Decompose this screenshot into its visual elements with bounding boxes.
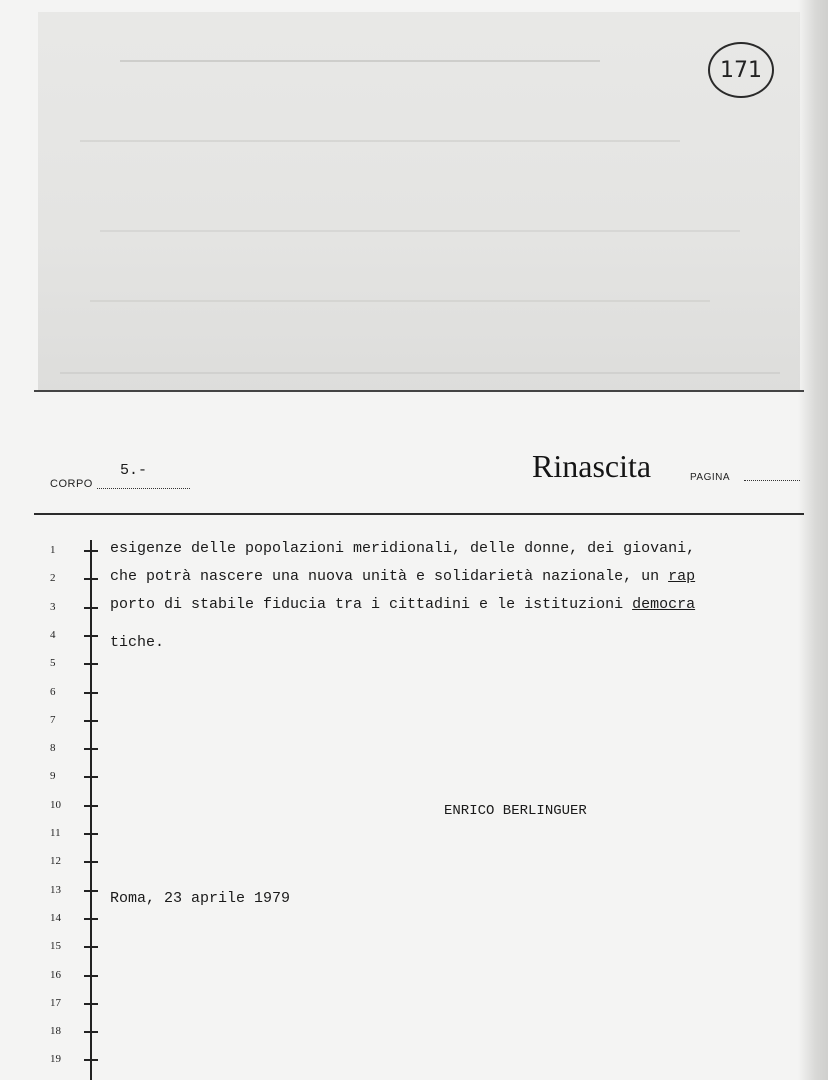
line-number: 9	[50, 770, 102, 782]
pagina-label: PAGINA	[690, 472, 731, 483]
body-line-3: porto di stabile fiducia tra i cittadini e le istituzioni democra	[110, 596, 696, 613]
body-line-2: che potrà nascere una nuova unità e solidarietà nazionale, un rap	[110, 568, 696, 585]
line-number: 7	[50, 714, 102, 726]
line-number: 14	[50, 912, 102, 924]
scan-edge	[798, 0, 828, 1080]
scan-noise	[80, 140, 680, 142]
body-line-4: tiche.	[110, 634, 165, 651]
line-number: 2	[50, 572, 102, 584]
line-number: 6	[50, 686, 102, 698]
line-number: 11	[50, 827, 102, 839]
line-number: 8	[50, 742, 102, 754]
line-number: 16	[50, 969, 102, 981]
faded-previous-text-area	[38, 12, 800, 390]
scan-noise	[100, 230, 740, 232]
header-bottom-rule	[34, 513, 804, 515]
corpo-label: CORPO	[50, 478, 93, 490]
line-number: 15	[50, 940, 102, 952]
scan-noise	[60, 372, 780, 374]
line-number: 3	[50, 601, 102, 613]
line-number: 17	[50, 997, 102, 1009]
corpo-value: 5.-	[120, 462, 148, 479]
publication-title: Rinascita	[532, 448, 652, 484]
line-number: 19	[50, 1053, 102, 1065]
page-number-stamp: 171	[708, 42, 774, 98]
header-top-rule	[34, 390, 804, 392]
date-line: Roma, 23 aprile 1979	[110, 890, 291, 907]
scan-noise	[120, 60, 600, 62]
line-number: 10	[50, 799, 102, 811]
line-number: 4	[50, 629, 102, 641]
signature: ENRICO BERLINGUER	[444, 803, 587, 819]
line-number: 18	[50, 1025, 102, 1037]
line-number: 13	[50, 884, 102, 896]
line-number: 5	[50, 657, 102, 669]
scan-noise	[90, 300, 710, 302]
line-number: 12	[50, 855, 102, 867]
pagina-dotted-line	[744, 468, 800, 481]
body-line-1: esigenze delle popolazioni meridionali, delle donne, dei giovani,	[110, 540, 696, 557]
line-number: 1	[50, 544, 102, 556]
